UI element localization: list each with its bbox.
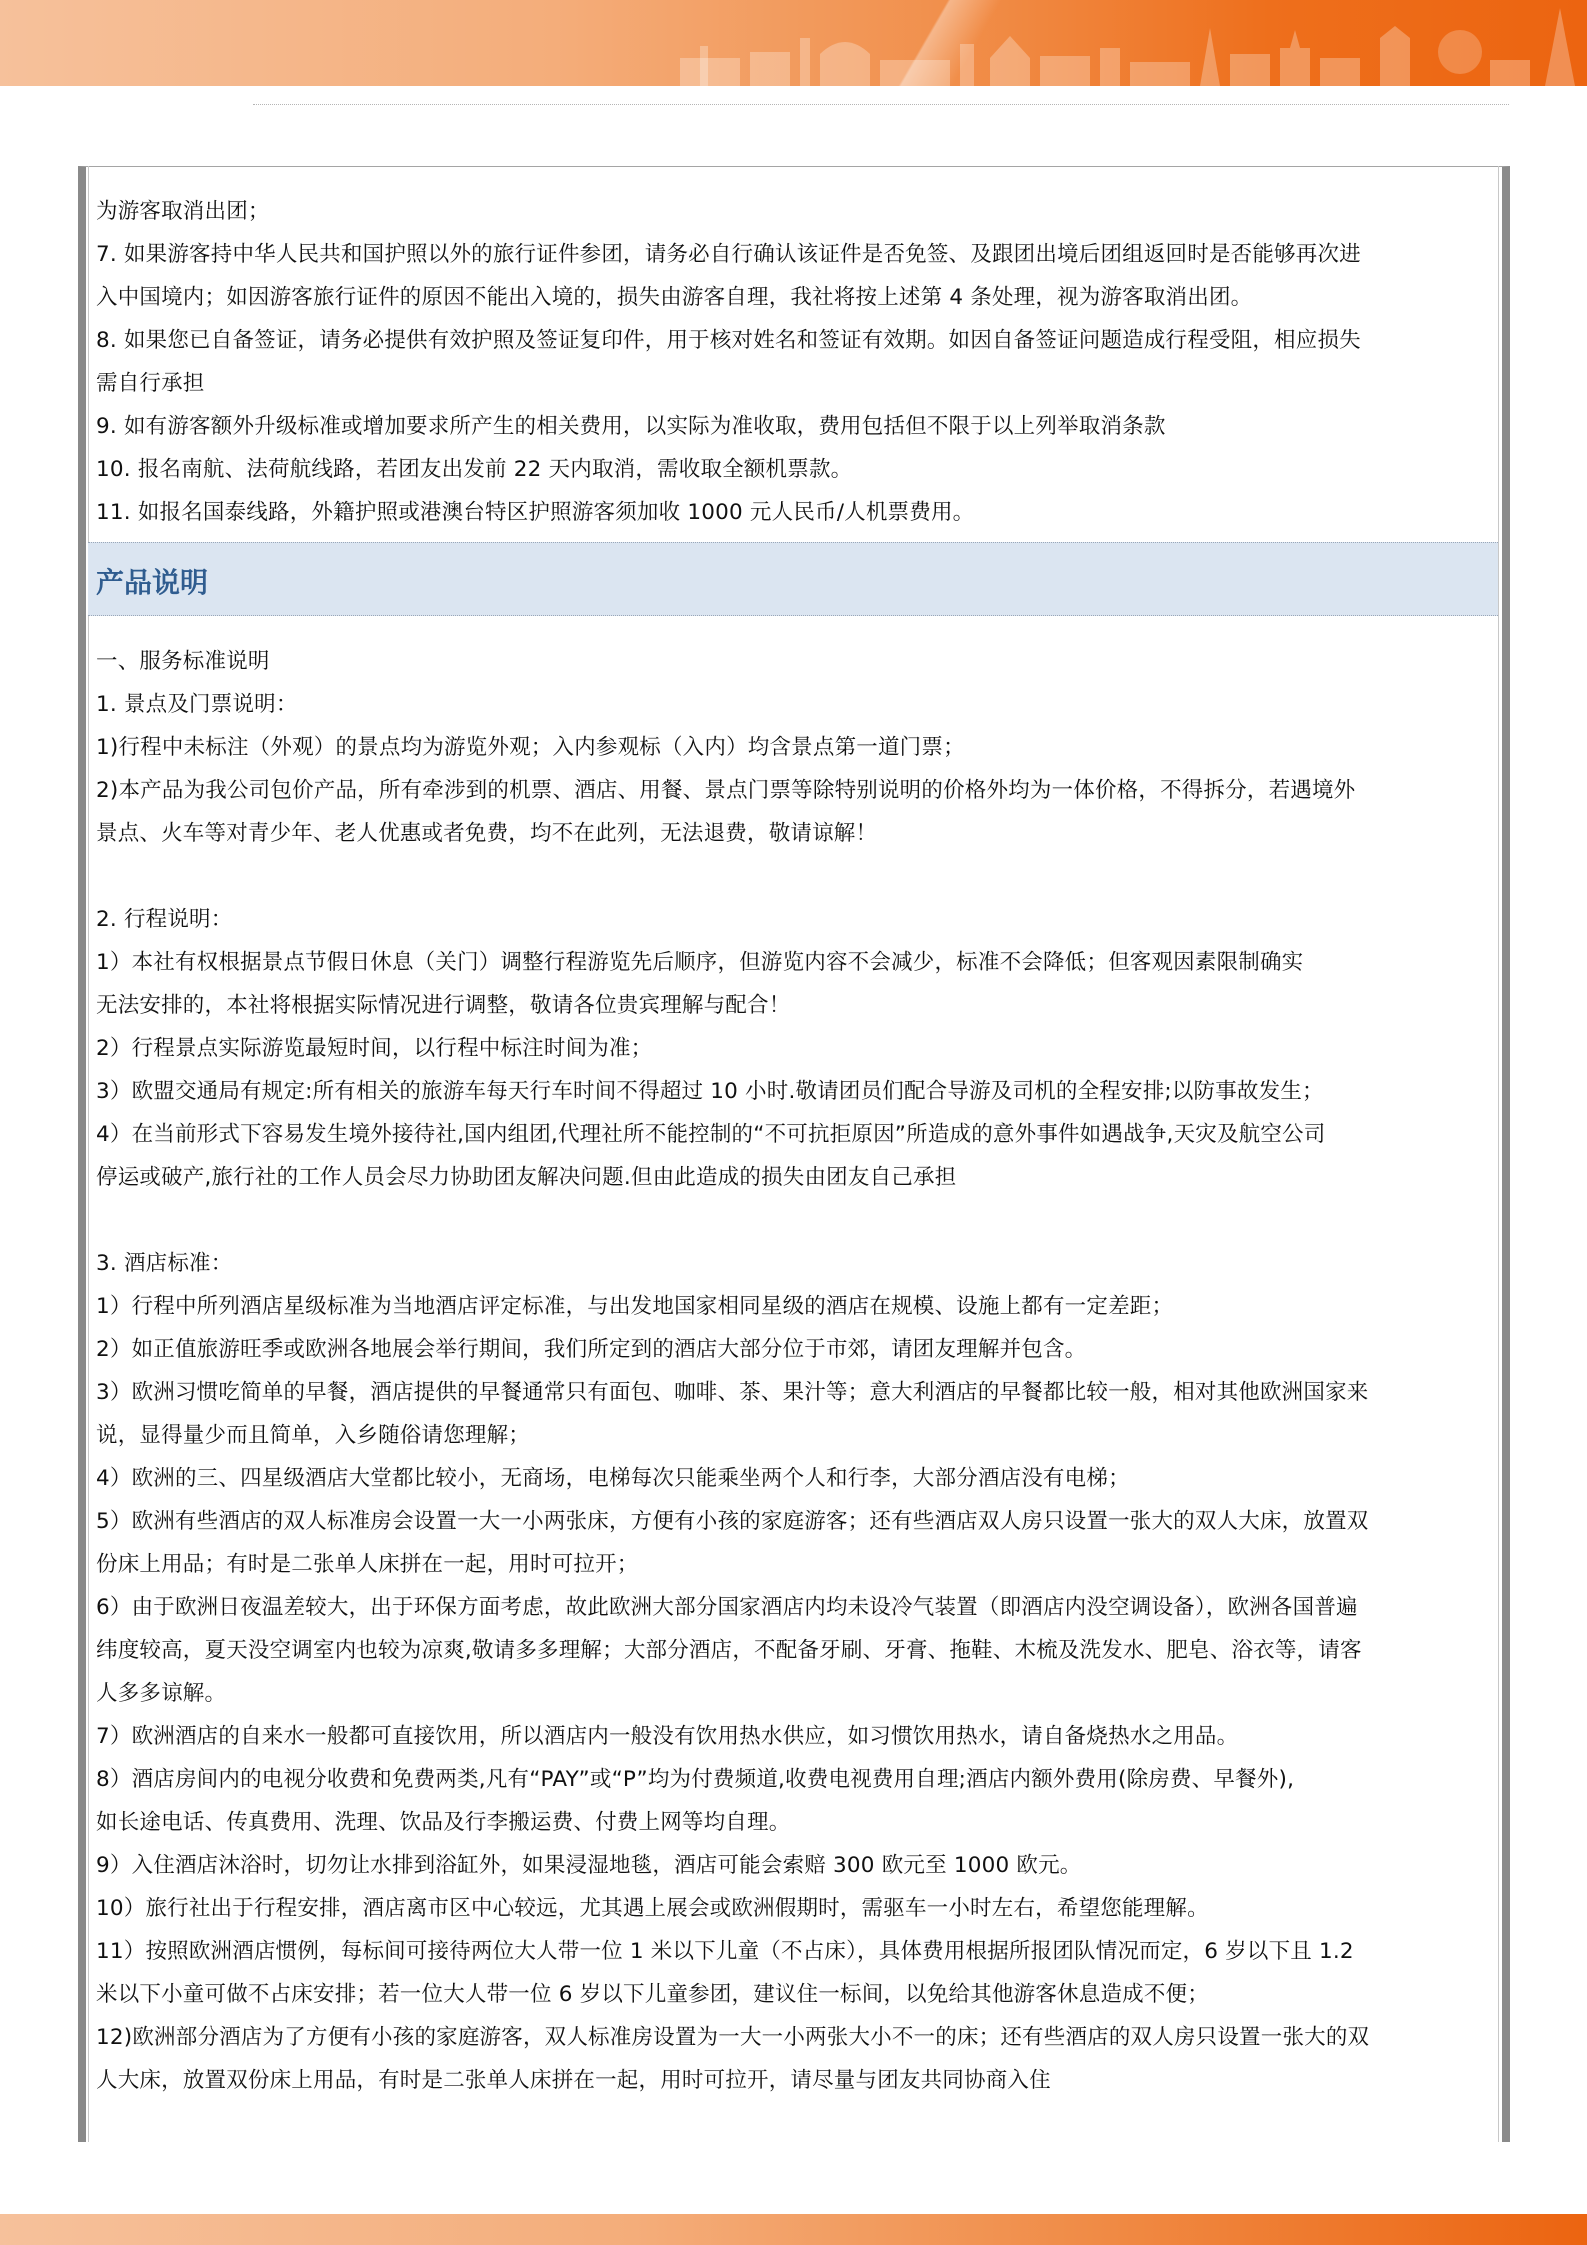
text-line: 6）由于欧洲日夜温差较大，出于环保方面考虑，故此欧洲大部分国家酒店内均未设冷气装置（即酒店内没空调设备），欧洲各国普遍 — [96, 1595, 1358, 1620]
text-line: 5）欧洲有些酒店的双人标准房会设置一大一小两张床，方便有小孩的家庭游客；还有些酒店双人房只设置一张大的双人大床，放置双 — [96, 1509, 1369, 1534]
text-line: 份床上用品；有时是二张单人床拼在一起，用时可拉开； — [96, 1552, 639, 1577]
product-description — [96, 640, 1496, 2102]
text-line: 9. 如有游客额外升级标准或增加要求所产生的相关费用，以实际为准收取，费用包括但不限于以上列举取消条款 — [96, 414, 1166, 439]
text-line: 1)行程中未标注（外观）的景点均为游览外观；入内参观标（入内）均含景点第一道门票； — [96, 735, 965, 760]
text-line: 2. 行程说明： — [96, 907, 233, 932]
frame-inner-line-right — [1498, 166, 1499, 2142]
text-line: 10）旅行社出于行程安排，酒店离市区中心较远，尤其遇上展会或欧洲假期时，需驱车一小时左右，希望您能理解。 — [96, 1896, 1209, 1921]
text-line: 4）在当前形式下容易发生境外接待社,国内组团,代理社所不能控制的“不可抗拒原因”所造成的意外事件如遇战争,天灾及航空公司 — [96, 1122, 1326, 1147]
text-line: 7）欧洲酒店的自来水一般都可直接饮用，所以酒店内一般没有饮用热水供应，如习惯饮用热水，请自备烧热水之用品。 — [96, 1724, 1239, 1749]
section-title: 产品说明 — [96, 566, 209, 599]
text-line: 需自行承担 — [96, 371, 205, 396]
text-line: 8）酒店房间内的电视分收费和免费两类,凡有“PAY”或“P”均为付费频道,收费电视费用自理;酒店内额外费用(除房费、早餐外), — [96, 1767, 1295, 1792]
text-line: 3）欧洲习惯吃简单的早餐，酒店提供的早餐通常只有面包、咖啡、茶、果汁等；意大利酒店的早餐都比较一般，相对其他欧洲国家来 — [96, 1380, 1369, 1405]
text-line: 4）欧洲的三、四星级酒店大堂都比较小，无商场，电梯每次只能乘坐两个人和行李，大部分酒店没有电梯； — [96, 1466, 1130, 1491]
city-skyline-icon — [660, 8, 1587, 86]
frame-inner-line-left — [88, 166, 89, 2142]
text-line: 11）按照欧洲酒店惯例，每标间可接待两位大人带一位 1 米以下儿童（不占床），具体费用根据所报团队情况而定，6 岁以下且 1.2 — [96, 1939, 1354, 1964]
footer-band — [0, 2214, 1587, 2245]
text-line: 1. 景点及门票说明： — [96, 692, 298, 717]
header-divider — [253, 104, 1509, 105]
text-line: 10. 报名南航、法荷航线路，若团友出发前 22 天内取消，需收取全额机票款。 — [96, 457, 853, 482]
text-line: 停运或破产,旅行社的工作人员会尽力协助团友解决问题.但由此造成的损失由团友自己承担 — [96, 1165, 957, 1190]
text-line: 为游客取消出团； — [96, 199, 270, 224]
text-line: 如长途电话、传真费用、洗理、饮品及行李搬运费、付费上网等均自理。 — [96, 1810, 791, 1835]
text-line: 8. 如果您已自备签证，请务必提供有效护照及签证复印件，用于核对姓名和签证有效期。如因自备签证问题造成行程受阻，相应损失 — [96, 328, 1361, 353]
text-line: 一、服务标准说明 — [96, 649, 270, 674]
text-line: 人大床，放置双份床上用品，有时是二张单人床拼在一起，用时可拉开，请尽量与团友共同协商入住 — [96, 2068, 1051, 2093]
text-line: 3）欧盟交通局有规定:所有相关的旅游车每天行车时间不得超过 10 小时.敬请团员们配合导游及司机的全程安排;以防事故发生； — [96, 1079, 1324, 1104]
text-line: 1）行程中所列酒店星级标准为当地酒店评定标准，与出发地国家相同星级的酒店在规模、设施上都有一定差距； — [96, 1294, 1174, 1319]
text-line: 11. 如报名国泰线路，外籍护照或港澳台特区护照游客须加收 1000 元人民币/人机票费用。 — [96, 500, 975, 525]
blank-line — [96, 855, 1496, 898]
text-line: 入中国境内；如因游客旅行证件的原因不能出入境的，损失由游客自理，我社将按上述第 4 条处理，视为游客取消出团。 — [96, 285, 1253, 310]
text-line: 7. 如果游客持中华人民共和国护照以外的旅行证件参团，请务必自行确认该证件是否免签、及跟团出境后团组返回时是否能够再次进 — [96, 242, 1361, 267]
text-line: 纬度较高，夏天没空调室内也较为凉爽,敬请多多理解；大部分酒店，不配备牙刷、牙膏、拖鞋、木梳及洗发水、肥皂、浴衣等，请客 — [96, 1638, 1362, 1663]
text-line: 3. 酒店标准： — [96, 1251, 233, 1276]
text-line: 1）本社有权根据景点节假日休息（关门）调整行程游览先后顺序，但游览内容不会减少，标准不会降低；但客观因素限制确实 — [96, 950, 1304, 975]
text-line: 说，显得量少而且简单，入乡随俗请您理解； — [96, 1423, 531, 1448]
text-line: 2）如正值旅游旺季或欧洲各地展会举行期间，我们所定到的酒店大部分位于市郊，请团友理解并包含。 — [96, 1337, 1087, 1362]
text-line: 景点、火车等对青少年、老人优惠或者免费，均不在此列，无法退费，敬请谅解！ — [96, 821, 878, 846]
text-line: 人多多谅解。 — [96, 1681, 227, 1706]
text-line: 2)本产品为我公司包价产品，所有牵涉到的机票、酒店、用餐、景点门票等除特别说明的价格外均为一体价格，不得拆分，若遇境外 — [96, 778, 1356, 803]
text-line: 2）行程景点实际游览最短时间，以行程中标注时间为准； — [96, 1036, 653, 1061]
section-header — [88, 542, 1498, 616]
text-line: 12)欧洲部分酒店为了方便有小孩的家庭游客，双人标准房设置为一大一小两张大小不一的床；还有些酒店的双人房只设置一张大的双 — [96, 2025, 1370, 2050]
text-line: 无法安排的，本社将根据实际情况进行调整，敬请各位贵宾理解与配合！ — [96, 993, 791, 1018]
blank-line — [96, 1199, 1496, 1242]
text-line: 米以下小童可做不占床安排；若一位大人带一位 6 岁以下儿童参团，建议住一标间，以免给其他游客休息造成不便； — [96, 1982, 1209, 2007]
header-banner — [0, 0, 1587, 86]
cancellation-terms — [96, 190, 1496, 534]
text-line: 9）入住酒店沐浴时，切勿让水排到浴缸外，如果浸湿地毯，酒店可能会索赔 300 欧元至 1000 欧元。 — [96, 1853, 1082, 1878]
